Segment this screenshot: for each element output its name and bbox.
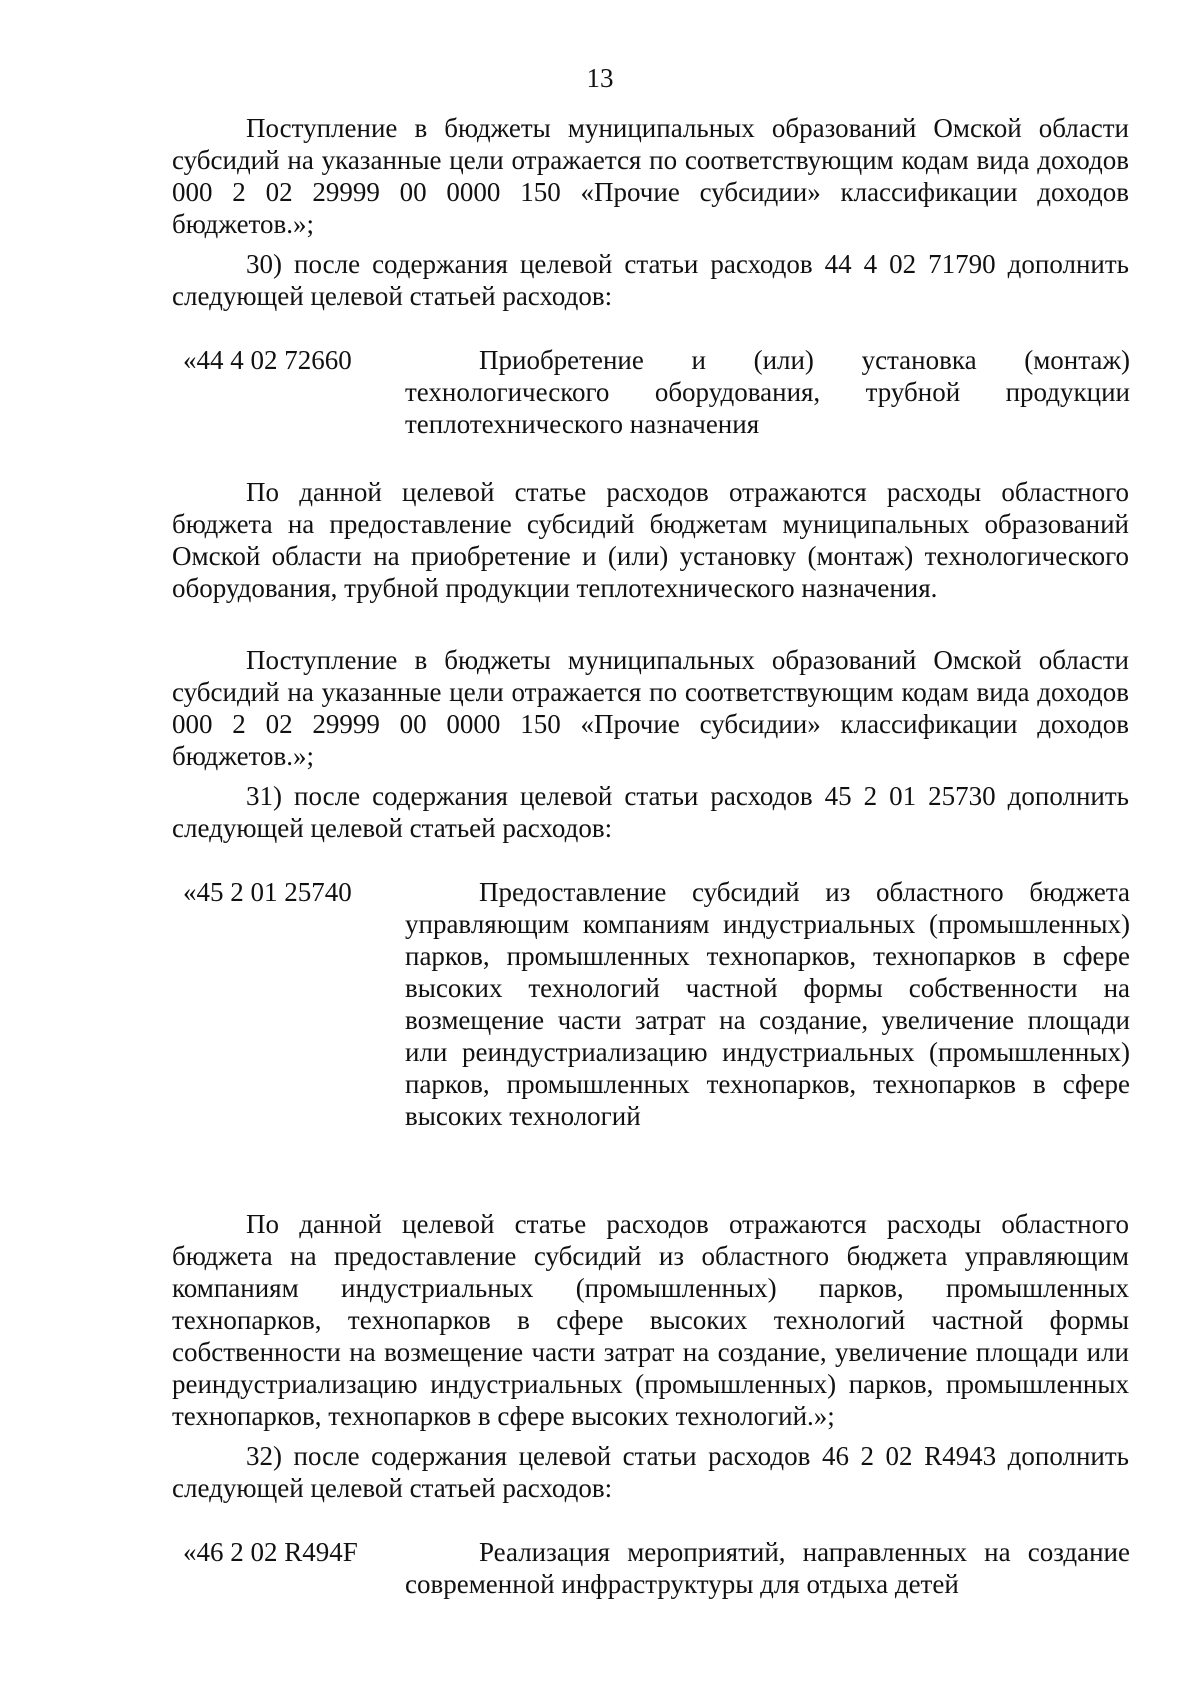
paragraph-item-31: 31) после содержания целевой статьи расходов 45 2 01 25730 дополнить следующей целевой статьей расходов: xyxy=(172,781,1129,843)
entry-code-44-4-02-72660: «44 4 02 72660 xyxy=(183,345,352,375)
paragraph-item-32: 32) после содержания целевой статьи расходов 46 2 02 R4943 дополнить следующей целевой статьей расходов: xyxy=(172,1441,1129,1503)
paragraph-revenue-receipt-2: Поступление в бюджеты муниципальных образований Омской области субсидий на указанные цели отражается по соответствующим кодам вида доходов 000 2 02 29999 00 0000 150 «Прочие субсидии» классификации доходов бюджетов.»; xyxy=(172,645,1129,771)
entry-description-45-2-01-25740: Предоставление субсидий из областного бюджета управляющим компаниям индустриальных (промышленных) парков, промышленных технопарков, технопарков в сфере высоких технологий частной формы собственности на возмещение части затрат на создание, увеличение площади или реиндустриализацию индустриальных (промышленных) парков, промышленных технопарков, технопарков в сфере высоких технологий xyxy=(405,877,1130,1131)
paragraph-expense-description-2: По данной целевой статье расходов отражаются расходы областного бюджета на предоставление субсидий из областного бюджета управляющим компаниям индустриальных (промышленных) парков, промышленных технопарков, технопарков в сфере высоких технологий частной формы собственности на возмещение части затрат на создание, увеличение площади или реиндустриализацию индустриальных (промышленных) парков, промышленных технопарков, технопарков в сфере высоких технологий.»; xyxy=(172,1209,1129,1431)
entry-description-46-2-02-R494F: Реализация мероприятий, направленных на создание современной инфраструктуры для отдыха детей xyxy=(405,1537,1130,1599)
entry-code-45-2-01-25740: «45 2 01 25740 xyxy=(183,877,352,907)
entry-code-46-2-02-R494F: «46 2 02 R494F xyxy=(183,1537,358,1567)
paragraph-item-30: 30) после содержания целевой статьи расходов 44 4 02 71790 дополнить следующей целевой статьей расходов: xyxy=(172,249,1129,311)
paragraph-expense-description-1: По данной целевой статье расходов отражаются расходы областного бюджета на предоставление субсидий бюджетам муниципальных образований Омской области на приобретение и (или) установку (монтаж) технологического оборудования, трубной продукции теплотехнического назначения. xyxy=(172,477,1129,603)
entry-description-44-4-02-72660: Приобретение и (или) установка (монтаж) технологического оборудования, трубной продукции теплотехнического назначения xyxy=(405,345,1130,439)
paragraph-revenue-receipt-1: Поступление в бюджеты муниципальных образований Омской области субсидий на указанные цели отражается по соответствующим кодам вида доходов 000 2 02 29999 00 0000 150 «Прочие субсидии» классификации доходов бюджетов.»; xyxy=(172,113,1129,239)
page-number: 13 xyxy=(586,63,614,93)
